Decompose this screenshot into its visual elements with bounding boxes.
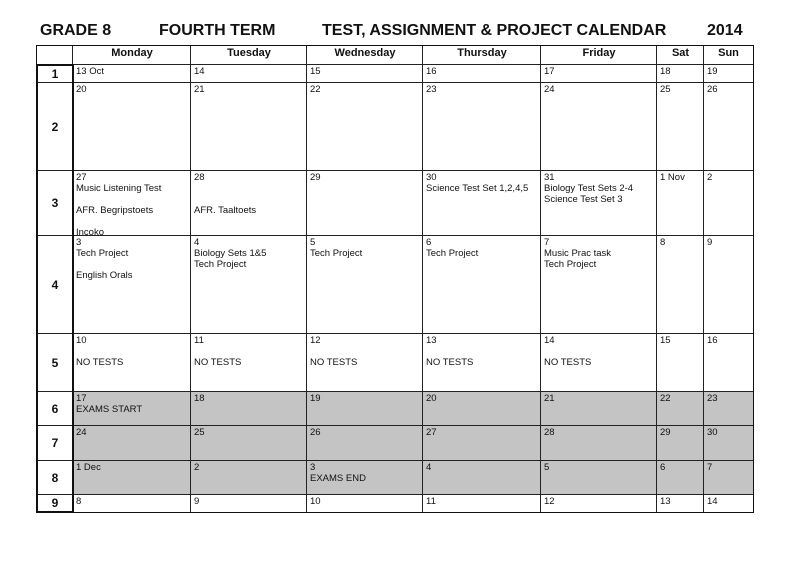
day-cell[interactable] <box>703 235 753 334</box>
day-date: 3 <box>76 237 82 248</box>
day-cell[interactable] <box>656 425 704 461</box>
event-note: NO TESTS <box>426 357 474 368</box>
day-date: 8 <box>660 237 666 248</box>
day-cell[interactable] <box>656 235 704 334</box>
week-number: 4 <box>36 235 73 334</box>
column-header-sun: Sun <box>703 45 753 65</box>
event-note: Science Test Set 3 <box>544 194 623 205</box>
day-cell[interactable] <box>72 235 191 334</box>
week-number: 9 <box>36 494 73 512</box>
day-cell[interactable] <box>422 494 541 512</box>
day-cell[interactable] <box>422 170 541 236</box>
day-cell[interactable] <box>72 460 191 495</box>
day-date: 18 <box>660 66 671 77</box>
week-number: 3 <box>36 170 73 236</box>
day-date: 17 <box>544 66 555 77</box>
day-cell[interactable] <box>190 425 307 461</box>
day-date: 15 <box>310 66 321 77</box>
event-note: EXAMS END <box>310 473 366 484</box>
day-cell[interactable] <box>540 235 657 334</box>
day-date: 5 <box>310 237 316 248</box>
day-cell[interactable] <box>656 170 704 236</box>
day-date: 1 Nov <box>660 172 685 183</box>
day-date: 19 <box>310 393 321 404</box>
event-note <box>76 216 188 227</box>
day-date: 5 <box>544 462 550 473</box>
column-header-tuesday: Tuesday <box>190 45 307 65</box>
day-cell[interactable] <box>306 391 423 426</box>
day-date: 27 <box>426 427 437 438</box>
day-cell[interactable] <box>703 82 753 171</box>
week-number: 6 <box>36 391 73 426</box>
day-date: 15 <box>660 335 671 346</box>
day-date: 13 <box>660 496 671 507</box>
day-cell[interactable] <box>306 235 423 334</box>
day-cell[interactable] <box>306 425 423 461</box>
event-note: AFR. Begripstoets <box>76 205 154 216</box>
event-note: NO TESTS <box>544 357 592 368</box>
event-note <box>194 346 304 357</box>
day-cell[interactable] <box>540 82 657 171</box>
event-note: Music Prac task <box>544 248 612 259</box>
week-number: 8 <box>36 460 73 495</box>
day-date: 17 <box>76 393 87 404</box>
day-cell[interactable] <box>656 64 704 83</box>
column-header-sat: Sat <box>656 45 704 65</box>
day-cell[interactable] <box>190 391 307 426</box>
event-note: NO TESTS <box>194 357 242 368</box>
day-cell[interactable] <box>540 460 657 495</box>
day-date: 23 <box>707 393 718 404</box>
event-note <box>194 194 304 205</box>
day-date: 25 <box>194 427 205 438</box>
event-note: Biology Test Sets 2-4 <box>544 183 634 194</box>
event-note <box>194 183 304 194</box>
event-note: Biology Sets 1&5 <box>194 248 267 259</box>
day-cell[interactable] <box>540 170 657 236</box>
day-cell[interactable] <box>703 494 753 512</box>
day-date: 26 <box>310 427 321 438</box>
day-date: 21 <box>544 393 555 404</box>
day-date: 29 <box>310 172 321 183</box>
day-cell[interactable] <box>190 64 307 83</box>
day-cell[interactable] <box>306 170 423 236</box>
day-date: 21 <box>194 84 205 95</box>
day-date: 30 <box>426 172 437 183</box>
week-number: 5 <box>36 333 73 392</box>
day-cell[interactable] <box>703 333 753 392</box>
event-note: NO TESTS <box>76 357 124 368</box>
event-note: Tech Project <box>194 259 247 270</box>
day-cell[interactable] <box>422 64 541 83</box>
day-cell[interactable] <box>540 333 657 392</box>
day-cell[interactable] <box>703 170 753 236</box>
day-date: 22 <box>310 84 321 95</box>
day-date: 28 <box>194 172 205 183</box>
day-date: 9 <box>707 237 713 248</box>
day-cell[interactable] <box>540 391 657 426</box>
day-date: 2 <box>194 462 200 473</box>
day-cell[interactable] <box>72 494 191 512</box>
event-note <box>426 346 538 357</box>
day-date: 6 <box>426 237 432 248</box>
day-cell[interactable] <box>72 425 191 461</box>
day-date: 20 <box>426 393 437 404</box>
day-cell[interactable] <box>703 64 753 83</box>
event-note: EXAMS START <box>76 404 143 415</box>
day-cell[interactable] <box>190 494 307 512</box>
day-cell[interactable] <box>703 425 753 461</box>
day-cell[interactable] <box>72 82 191 171</box>
day-date: 13 <box>426 335 437 346</box>
event-note: NO TESTS <box>310 357 358 368</box>
day-cell[interactable] <box>656 494 704 512</box>
event-note: Tech Project <box>544 259 597 270</box>
day-date: 29 <box>660 427 671 438</box>
day-cell[interactable] <box>656 460 704 495</box>
calendar-heading: TEST, ASSIGNMENT & PROJECT CALENDAR <box>322 22 667 39</box>
day-cell[interactable] <box>422 82 541 171</box>
day-cell[interactable] <box>306 64 423 83</box>
day-cell[interactable] <box>306 82 423 171</box>
day-date: 4 <box>194 237 200 248</box>
event-note: AFR. Taaltoets <box>194 205 257 216</box>
column-header-monday: Monday <box>72 45 191 65</box>
day-date: 3 <box>310 462 316 473</box>
day-date: 16 <box>426 66 437 77</box>
day-cell[interactable] <box>190 460 307 495</box>
day-cell[interactable] <box>72 170 191 236</box>
term-label: FOURTH TERM <box>159 22 276 39</box>
day-date: 31 <box>544 172 555 183</box>
day-cell[interactable] <box>72 391 191 426</box>
day-date: 24 <box>76 427 87 438</box>
column-header-wednesday: Wednesday <box>306 45 423 65</box>
day-date: 23 <box>426 84 437 95</box>
day-cell[interactable] <box>306 494 423 512</box>
day-date: 12 <box>310 335 321 346</box>
event-note: Tech Project <box>426 248 479 259</box>
day-cell[interactable] <box>540 425 657 461</box>
day-date: 19 <box>707 66 718 77</box>
event-note <box>76 259 188 270</box>
grade-label: GRADE 8 <box>40 22 112 39</box>
day-cell[interactable] <box>540 64 657 83</box>
day-date: 8 <box>76 496 82 507</box>
day-cell[interactable] <box>422 460 541 495</box>
day-date: 20 <box>76 84 87 95</box>
day-cell[interactable] <box>422 235 541 334</box>
day-cell[interactable] <box>422 425 541 461</box>
day-date: 18 <box>194 393 205 404</box>
day-date: 25 <box>660 84 671 95</box>
day-cell[interactable] <box>703 391 753 426</box>
day-date: 27 <box>76 172 87 183</box>
day-date: 14 <box>707 496 718 507</box>
week-number: 1 <box>36 64 73 83</box>
day-cell[interactable] <box>656 333 704 392</box>
day-cell[interactable] <box>72 333 191 392</box>
day-date: 30 <box>707 427 718 438</box>
day-date: 6 <box>660 462 666 473</box>
day-date: 13 Oct <box>76 66 104 77</box>
event-note: Science Test Set 1,2,4,5 <box>426 183 529 194</box>
event-note <box>310 346 420 357</box>
event-note: Music Listening Test <box>76 183 162 194</box>
week-number: 2 <box>36 82 73 171</box>
column-header-thursday: Thursday <box>422 45 541 65</box>
day-cell[interactable] <box>540 494 657 512</box>
day-cell[interactable] <box>72 64 191 83</box>
column-header-friday: Friday <box>540 45 657 65</box>
day-date: 2 <box>707 172 713 183</box>
day-date: 22 <box>660 393 671 404</box>
day-date: 9 <box>194 496 200 507</box>
day-cell[interactable] <box>190 235 307 334</box>
day-cell[interactable] <box>306 333 423 392</box>
day-cell[interactable] <box>190 333 307 392</box>
event-note: Tech Project <box>76 248 129 259</box>
day-cell[interactable] <box>656 391 704 426</box>
day-cell[interactable] <box>190 82 307 171</box>
day-date: 1 Dec <box>76 462 101 473</box>
event-note: Incoko <box>76 227 104 236</box>
year-label: 2014 <box>707 22 743 39</box>
day-date: 16 <box>707 335 718 346</box>
week-number: 7 <box>36 425 73 461</box>
day-date: 7 <box>707 462 713 473</box>
day-date: 24 <box>544 84 555 95</box>
day-date: 4 <box>426 462 432 473</box>
event-note: English Orals <box>76 270 133 281</box>
event-note <box>544 346 654 357</box>
day-date: 11 <box>426 496 436 507</box>
day-date: 28 <box>544 427 555 438</box>
day-date: 12 <box>544 496 555 507</box>
day-date: 14 <box>544 335 555 346</box>
day-date: 14 <box>194 66 205 77</box>
day-date: 26 <box>707 84 718 95</box>
day-cell[interactable] <box>306 460 423 495</box>
day-cell[interactable] <box>656 82 704 171</box>
day-cell[interactable] <box>703 460 753 495</box>
header-corner <box>36 45 73 65</box>
day-date: 10 <box>310 496 321 507</box>
event-note <box>76 346 188 357</box>
day-date: 11 <box>194 335 204 346</box>
day-date: 7 <box>544 237 550 248</box>
event-note <box>76 194 188 205</box>
day-cell[interactable] <box>422 333 541 392</box>
calendar-grid <box>36 45 752 511</box>
day-cell[interactable] <box>422 391 541 426</box>
day-date: 10 <box>76 335 87 346</box>
day-cell[interactable] <box>190 170 307 236</box>
event-note: Tech Project <box>310 248 363 259</box>
calendar-title <box>0 22 800 46</box>
